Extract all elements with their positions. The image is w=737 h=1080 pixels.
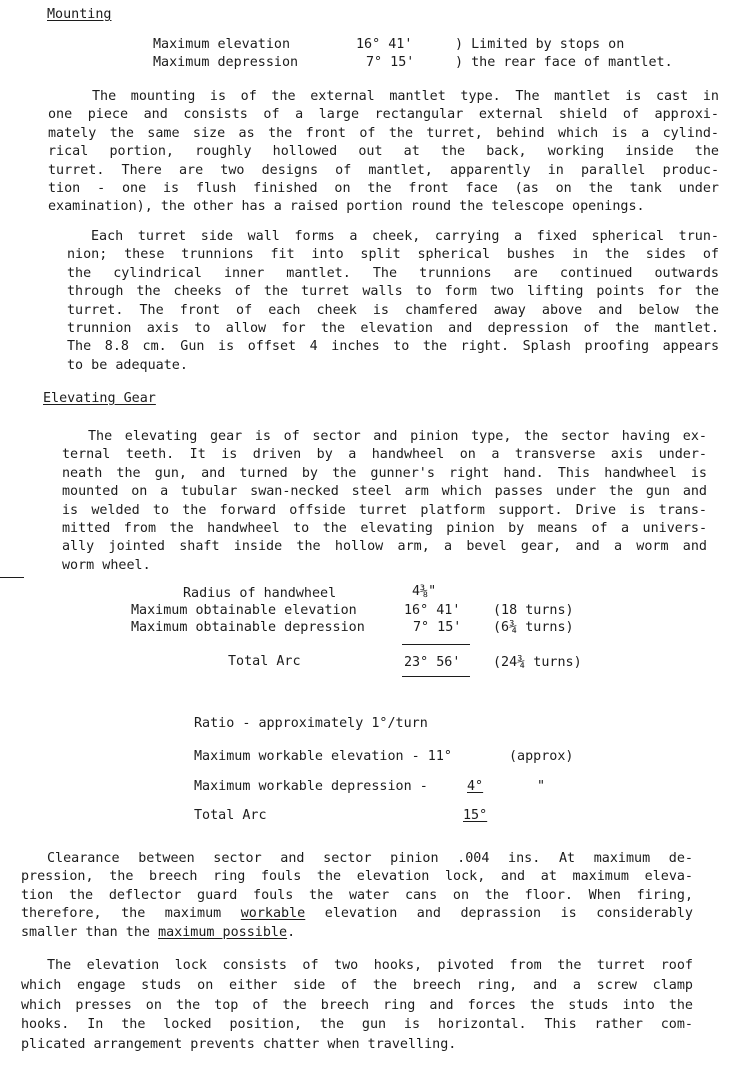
mounting-paragraph-1: [48, 88, 719, 217]
text-line: hooks. In the locked position, the gun is horizontal. This rather com-: [21, 1017, 693, 1033]
text-line: [21, 905, 693, 923]
ratio-line: Ratio - approximately 1°/turn: [194, 716, 428, 731]
text-line: tion the deflector guard fouls the water cans on the floor. When firing,: [21, 887, 693, 903]
obtainable-depression-value: 7° 15': [413, 620, 462, 635]
obtainable-elevation-value: 16° 41': [404, 603, 461, 618]
workable-depression-label: Maximum workable depression -: [194, 779, 436, 794]
text-line: The elevating gear is of sector and pinion type, the sector having ex-: [88, 429, 707, 444]
text-run: elevation and deprassion is considerably: [305, 906, 693, 922]
mounting-depression-label: Maximum depression: [153, 55, 299, 70]
handwheel-radius-value: 4⅜": [412, 584, 437, 599]
workable-total-label: Total Arc: [194, 808, 267, 823]
text-run: smaller than the: [21, 924, 159, 940]
total-arc-value: 23° 56': [404, 655, 461, 670]
ditto-mark: ": [537, 779, 546, 794]
handwheel-radius-label: Radius of handwheel: [183, 586, 337, 601]
text-line: tion - one is flush finished on the front face (as on the tank under: [48, 181, 719, 197]
underlined-workable: workable: [240, 906, 306, 922]
mounting-elevation-value: 16° 41': [356, 37, 413, 52]
clearance-paragraph: [21, 850, 693, 942]
total-arc-rule-top: [402, 644, 470, 645]
text-line: mately the same size as the front of the turret, behind which is a cylind-: [48, 125, 719, 141]
text-line: turret. There are two designs of mantlet, apparently in parallel produc-: [48, 162, 719, 178]
workable-elevation-label: Maximum workable elevation - 11°: [194, 749, 452, 764]
text-line: The elevation lock consists of two hooks, pivoted from the turret roof: [47, 958, 693, 973]
total-arc-turns: (24¾ turns): [493, 655, 582, 670]
text-run: therefore, the maximum: [21, 906, 241, 922]
underlined-maximum-possible: maximum possible: [158, 924, 288, 940]
text-line: mounted on a tubular swan-necked steel arm which passes under the gun and: [62, 484, 707, 500]
obtainable-elevation-label: Maximum obtainable elevation: [131, 603, 357, 618]
text-line: is welded to the forward offside turret platform support. Drive is trans-: [62, 502, 707, 518]
workable-total-value: 15°: [463, 808, 488, 823]
text-line: mitted from the handwheel to the elevating pinion by means of a univers-: [62, 521, 707, 537]
workable-depression-value: 4°: [467, 779, 484, 794]
mounting-elevation-label: Maximum elevation: [153, 37, 291, 52]
text-line: turret. The front of each cheek is chamfered away above and below the: [67, 302, 719, 318]
text-line: which engage studs on either side of the breech ring, and a screw clamp: [21, 977, 693, 993]
text-line: worm wheel.: [62, 557, 151, 573]
text-line: Clearance between sector and sector pinion .004 ins. At maximum de-: [47, 851, 693, 866]
text-line: The 8.8 cm. Gun is offset 4 inches to the right. Splash proofing appears: [67, 339, 719, 355]
text-line: pression, the breech ring fouls the elevation lock, and at maximum eleva-: [21, 869, 693, 885]
mounting-depression-value: 7° 15': [366, 55, 415, 70]
margin-tick: [0, 577, 24, 578]
text-line: neath the gun, and turned by the gunner's right hand. This handwheel is: [62, 465, 707, 481]
text-line: one piece and consists of a large rectangular external shield of approxi-: [48, 107, 719, 123]
text-line: which presses on the top of the breech ring and forces the studs into the: [21, 997, 693, 1013]
text-line: rical portion, roughly hollowed out at the back, working inside the: [48, 144, 719, 160]
mounting-limit-note-1: ) Limited by stops on: [455, 37, 625, 52]
text-run: .: [287, 924, 296, 940]
total-arc-rule-bottom: [402, 676, 470, 677]
text-line: plicated arrangement prevents chatter when travelling.: [21, 1037, 457, 1053]
text-line: nion; these trunnions fit into split spherical bushes in the sides of: [67, 247, 719, 263]
text-line: The mounting is of the external mantlet type. The mantlet is cast in: [92, 89, 719, 104]
mounting-paragraph-2: [67, 228, 719, 375]
obtainable-depression-label: Maximum obtainable depression: [131, 620, 365, 635]
text-line: trunnion axis to allow for the elevation and depression of the mantlet.: [67, 321, 719, 337]
elevating-gear-paragraph-1: [62, 428, 707, 575]
total-arc-label: Total Arc: [228, 654, 301, 669]
text-line: Each turret side wall forms a cheek, carrying a fixed spherical trun-: [91, 229, 719, 244]
workable-elevation-note: (approx): [509, 749, 574, 764]
text-line: examination), the other has a raised portion round the telescope openings.: [48, 199, 645, 215]
text-line: to be adequate.: [67, 357, 188, 373]
text-line: [21, 924, 693, 942]
text-line: ternal teeth. It is driven by a handwheel on a transverse axis under-: [62, 447, 707, 463]
text-line: the cylindrical inner mantlet. The trunnions are continued outwards: [67, 265, 719, 281]
text-line: through the cheeks of the turret walls to form two lifting points for the: [67, 284, 719, 300]
elevating-gear-heading: Elevating Gear: [43, 391, 156, 406]
mounting-limit-note-2: ) the rear face of mantlet.: [455, 55, 673, 70]
elevation-lock-paragraph: [21, 956, 693, 1055]
obtainable-depression-turns: (6¾ turns): [493, 620, 574, 635]
obtainable-elevation-turns: (18 turns): [493, 603, 574, 618]
mounting-heading: Mounting: [47, 7, 112, 22]
text-line: ally jointed shaft inside the hollow arm, a bevel gear, and a worm and: [62, 539, 707, 555]
